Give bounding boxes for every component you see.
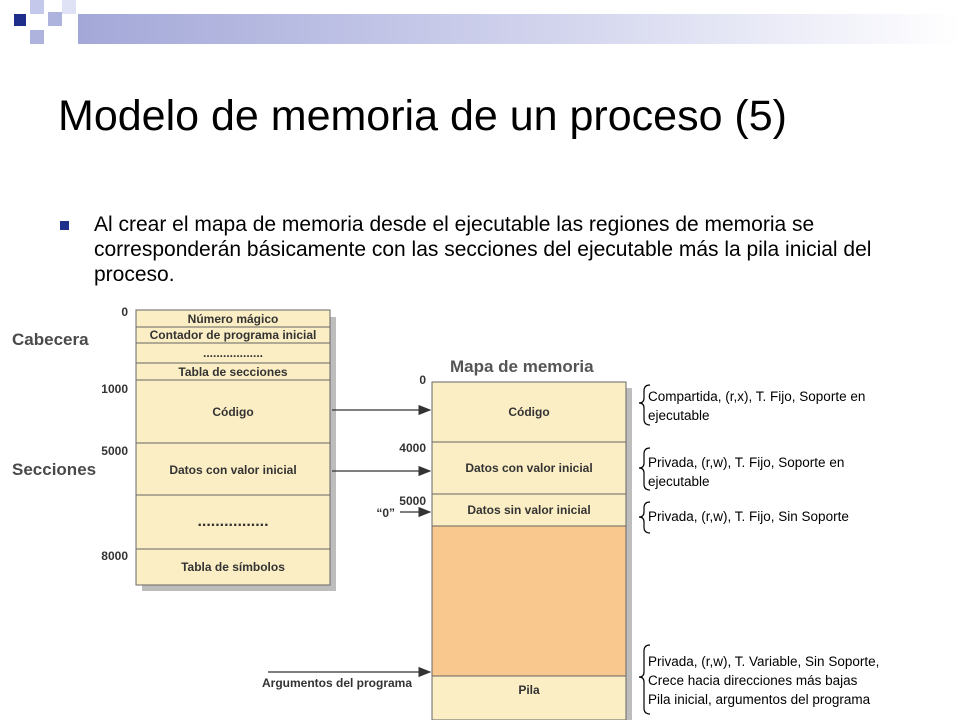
memory-map-title: Mapa de memoria	[450, 357, 594, 376]
annotation-stack	[648, 652, 879, 709]
slide-title: Modelo de memoria de un proceso (5)	[58, 92, 787, 140]
map-address: 4000	[399, 441, 426, 455]
annotation-line: Compartida, (r,x), T. Fijo, Soporte en	[648, 389, 866, 404]
map-address: 5000	[399, 494, 426, 508]
exe-section-label: Datos con valor inicial	[169, 463, 297, 477]
map-region-label: Datos sin valor inicial	[467, 503, 591, 517]
map-region-label: Datos con valor inicial	[465, 461, 593, 475]
exe-header-label: ..................	[202, 346, 264, 360]
annotation-line: Crece hacia direcciones más bajas	[648, 673, 858, 688]
map-region-label: Pila	[518, 683, 540, 697]
executable-file	[12, 305, 336, 591]
bullet-text: Al crear el mapa de memoria desde el ejecutable las regiones de memoria se corresponderán básicamente con las secciones del ejecutable más la pila inicial del proceso.	[94, 213, 872, 286]
exe-address: 0	[121, 305, 128, 319]
annotation-data-uninit	[648, 507, 849, 526]
map-region-free	[432, 526, 626, 676]
program-arguments-label: Argumentos del programa	[262, 676, 413, 690]
annotation-line: ejecutable	[648, 408, 710, 423]
map-region-label: Código	[508, 405, 550, 419]
exe-section-label: ................	[197, 513, 269, 530]
exe-header-label: Tabla de secciones	[178, 365, 288, 379]
exe-address: 1000	[101, 382, 128, 396]
exe-header-label: Contador de programa inicial	[149, 328, 317, 342]
header-side-label: Cabecera	[12, 330, 89, 349]
annotation-line: Privada, (r,w), T. Variable, Sin Soporte,	[648, 654, 880, 669]
annotation-data-init	[648, 453, 844, 491]
annotation-line: Privada, (r,w), T. Fijo, Soporte en	[648, 455, 845, 470]
exe-header-label: Número mágico	[187, 312, 279, 326]
map-address: 0	[419, 373, 426, 387]
exe-section-label: Tabla de símbolos	[181, 560, 285, 574]
exe-section-label: Código	[212, 405, 254, 419]
exe-address: 8000	[101, 549, 128, 563]
zero-label: “0”	[376, 506, 395, 520]
annotation-code	[648, 387, 865, 425]
annotation-line: Pila inicial, argumentos del programa	[648, 692, 871, 707]
annotation-line: Privada, (r,w), T. Fijo, Sin Soporte	[648, 509, 849, 524]
annotation-line: ejecutable	[648, 474, 710, 489]
sections-side-label: Secciones	[12, 460, 97, 479]
exe-address: 5000	[101, 444, 128, 458]
